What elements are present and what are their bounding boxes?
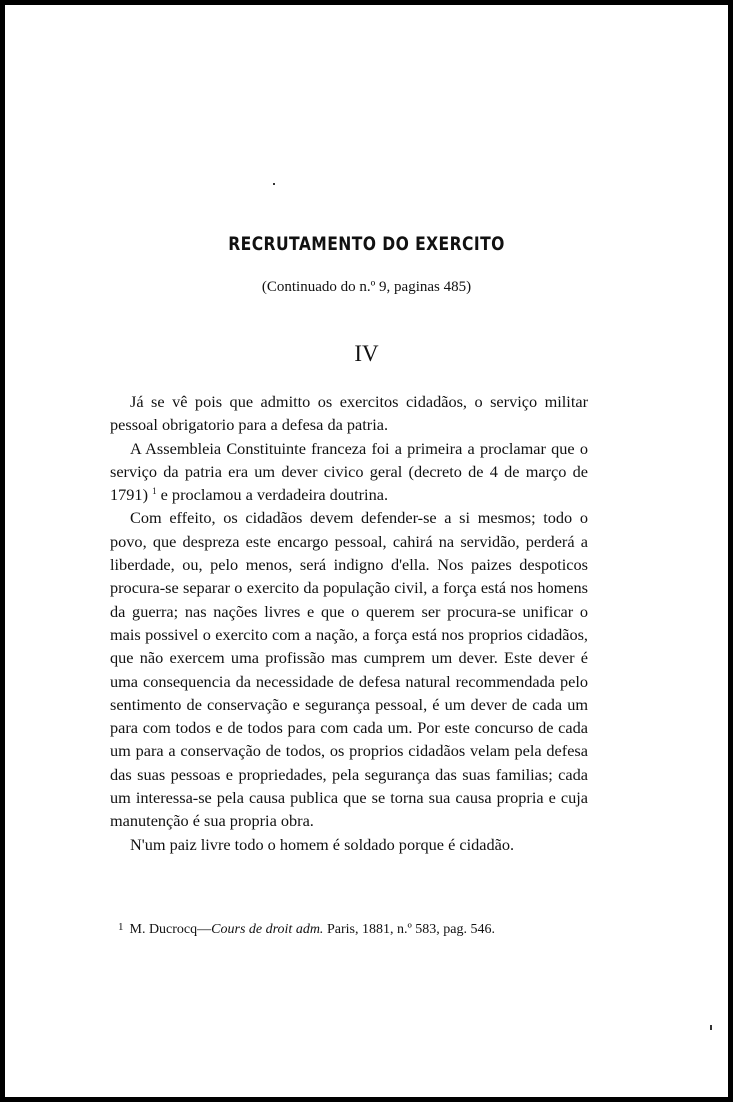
paragraph bbox=[110, 437, 588, 507]
print-speck bbox=[273, 183, 275, 185]
paragraph bbox=[110, 833, 588, 856]
paragraph bbox=[110, 506, 588, 832]
article-title: RECRUTAMENTO DO EXERCITO bbox=[228, 233, 505, 255]
paragraph-text: e proclamou a verdadeira doutrina. bbox=[156, 485, 389, 505]
footnote-details: Paris, 1881, n.º 583, pag. 546. bbox=[323, 922, 495, 937]
paragraph-text: N'um paiz livre todo o homem é soldado porque é cidadão. bbox=[130, 834, 515, 854]
footnote-reference: 1 bbox=[152, 486, 157, 497]
footnote bbox=[118, 917, 588, 940]
article-body bbox=[110, 390, 588, 856]
paragraph-text: Já se vê pois que admitto os exercitos cidadãos, o serviço militar pessoal obrigatorio para a defesa da patria. bbox=[110, 392, 588, 435]
footnote-work: Cours de droit adm. bbox=[211, 922, 324, 937]
article-subtitle: (Continuado do n.º 9, paginas 485) bbox=[261, 279, 472, 295]
footnote-author: M. Ducrocq— bbox=[129, 922, 212, 937]
footnote-marker: 1 bbox=[118, 921, 124, 933]
chapter-numeral: IV bbox=[354, 341, 379, 366]
print-speck bbox=[710, 1025, 712, 1030]
paragraph-text: Com effeito, os cidadãos devem defender-se a si mesmos; todo o povo, que despreza este encargo pessoal, cahirá na servidão, perderá a liberdade, ou, pelo menos, será indigno d'ella. Nos paizes despoticos procura-se separar o exercito da população civil, a força está nos homens da guerra; nas nações livres e que o querem ser procura-se unificar o mais possivel o exercito com a nação, a força está nos proprios cidadãos, que não exercem uma profissão mas cumprem um dever. Este dever é uma consequencia da necessidade de defesa natural recommendada pelo sentimento de conservação e segurança pessoal, é um dever de cada um para com todos e de todos para com cada um. Por este concurso de cada um para a conservação de todos, os proprios cidadãos velam pela defesa das suas pessoas e propriedades, pela segurança das suas familias; cada um interessa-se pela causa publica que se torna sua causa propria e cuja manutenção é sua propria obra. bbox=[110, 508, 588, 831]
paragraph-text: A Assembleia Constituinte franceza foi a primeira a proclamar que o serviço da patria era um dever civico geral (decreto de 4 de março de 1791) bbox=[110, 438, 588, 505]
paragraph bbox=[110, 390, 588, 437]
